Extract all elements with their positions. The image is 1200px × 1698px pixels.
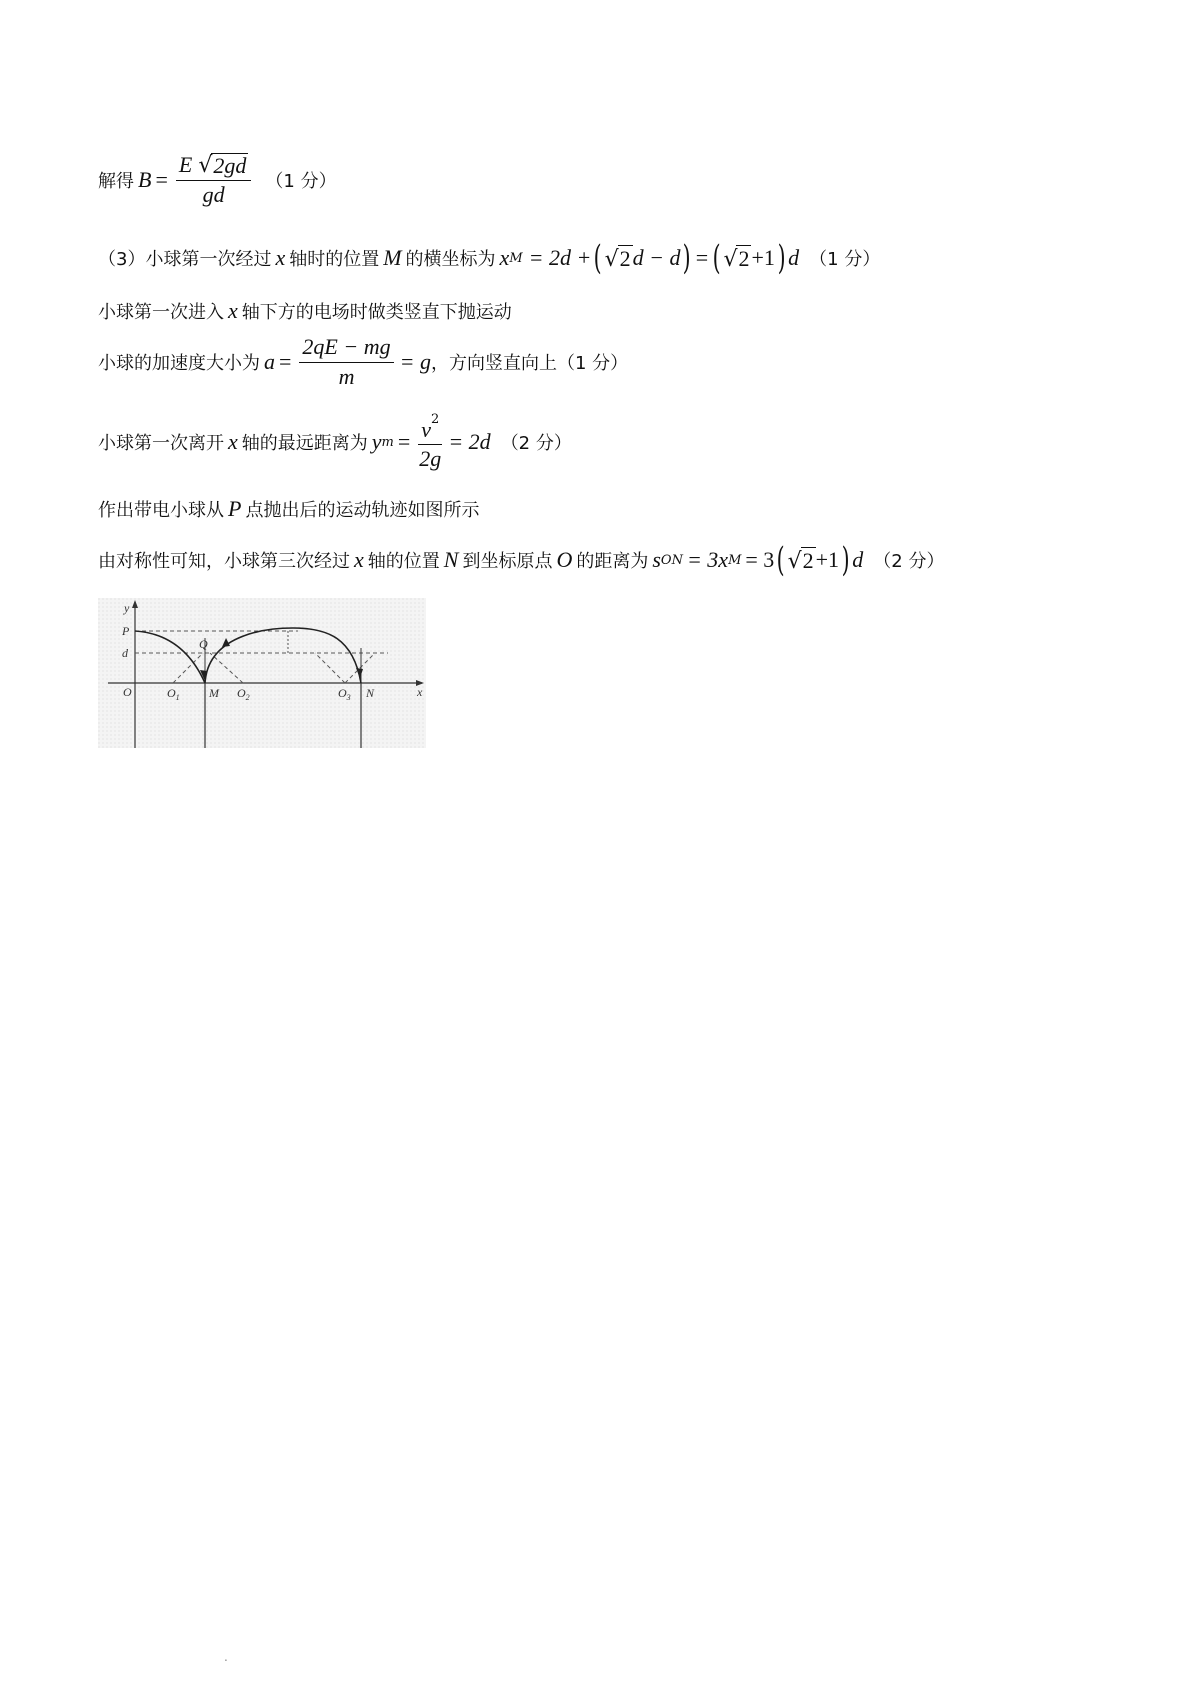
line-symmetry [98,538,944,582]
symbol-s: s [652,547,661,572]
equals-sign: = [155,167,168,192]
symbol-x: x [354,547,364,572]
fraction-numerator: 2qE − mg [299,335,393,362]
expr-tail: = g [399,349,431,374]
symbol-B: B [138,167,152,192]
subscript-ON: ON [660,552,683,568]
text-part2: 点抛出后的运动轨迹如图所示 [245,500,480,521]
right-paren: ) [841,540,850,580]
label-O1-sub: 1 [175,693,180,702]
text-prefix: （3）小球第一次经过 [98,249,272,270]
text-part1: 作出带电小球从 [98,500,224,521]
sqrt-2b [723,245,751,272]
sqrt-2 [605,245,633,272]
radicand: 2gd [213,152,247,178]
footer-mark: . [224,1650,228,1664]
label-M: M [209,686,219,700]
fraction-denominator: 2g [419,446,442,471]
line-solve-B [98,150,337,210]
label-O2-main: O [237,686,246,700]
symbol-M: M [383,245,402,270]
symbol-x: x [228,429,238,454]
label-y: y [124,601,130,615]
fraction-numerator [176,153,252,181]
expr-eq3: = 3 [745,547,775,572]
text-part4: 的距离为 [576,551,649,572]
symbol-y: y [371,429,382,454]
radical-icon: √ [604,246,619,272]
score-note: （2 分） [873,551,945,572]
label-x: x [417,685,423,699]
text-mid2: 的横坐标为 [405,249,496,270]
left-paren: ( [776,540,785,580]
symbol-E: E [178,151,193,177]
symbol-x: x [275,245,286,270]
subscript-m: m [381,434,394,450]
symbol-P: P [228,496,242,521]
right-paren: ) [777,238,786,278]
equals-sign: = [279,349,292,374]
label-N: N [366,686,375,700]
label-Q: Q [199,637,208,651]
line-xM [98,236,880,280]
symbol-d: d [788,245,800,270]
fraction-numerator [418,413,442,445]
line-trajectory-intro [98,494,479,524]
text-part1: 小球第一次进入 [98,302,224,323]
score-note: （2 分） [500,433,572,454]
plus-one: +1 [815,547,840,572]
fraction-ym [418,413,442,471]
label-O2-sub: 2 [245,693,250,702]
score-note: （1 分） [265,171,337,192]
sqrt-2gd [198,153,248,178]
radicand: 2 [619,245,631,271]
label-P: P [122,624,130,638]
expr-part1: = 2d + [528,245,592,270]
radicand: 2 [802,547,814,573]
line-motion-desc [98,296,512,326]
text-suffix: ，方向竖直向上（1 分） [430,353,629,374]
radical-icon: √ [787,548,802,574]
symbol-O: O [556,547,573,572]
label-O1-main: O [167,686,176,700]
score-note: （1 分） [809,249,881,270]
line-acceleration [98,332,628,392]
symbol-d: d [852,547,864,572]
radicand: 2 [738,245,750,271]
expr-tail: = 2d [448,429,491,454]
text-mid: 轴的最远距离为 [241,433,368,454]
symbol-a: a [264,349,275,374]
label-O3-main: O [338,686,347,700]
subscript-M: M [728,552,742,568]
fraction-denominator: m [338,363,355,389]
text-mid: 轴时的位置 [289,249,380,270]
expr-part2: d − d [632,245,681,270]
line-max-distance [98,412,572,472]
symbol-x: x [228,298,238,323]
plus-one: +1 [751,245,775,270]
text-part2: 轴下方的电场时做类竖直下抛运动 [241,302,512,323]
superscript-2: 2 [431,411,440,427]
left-paren: ( [712,238,721,278]
sqrt-2 [788,547,816,574]
symbol-N: N [443,547,459,572]
equals-sign: = [695,245,709,270]
left-paren: ( [593,238,602,278]
text-prefix: 解得 [98,171,134,192]
subscript-M: M [509,250,523,266]
equals-sign: = [397,429,411,454]
text-prefix: 小球第一次离开 [98,433,224,454]
label-d: d [122,646,128,660]
text-part3: 到坐标原点 [462,551,553,572]
radical-icon: √ [198,152,213,178]
trajectory-figure [98,598,426,748]
fraction-a [299,335,393,388]
label-O: O [123,685,132,699]
radical-icon: √ [723,246,738,272]
label-O3-sub: 3 [346,693,351,702]
text-part2: 轴的位置 [367,551,440,572]
fraction-denominator: gd [202,182,225,207]
text-prefix: 小球的加速度大小为 [98,353,260,374]
fraction-B [176,153,252,207]
symbol-xM: x [499,245,510,270]
right-paren: ) [683,238,692,278]
symbol-v: v [421,416,432,442]
expr-3x: = 3x [686,547,729,572]
text-part1: 由对称性可知，小球第三次经过 [98,551,350,572]
figure-background [98,598,426,748]
